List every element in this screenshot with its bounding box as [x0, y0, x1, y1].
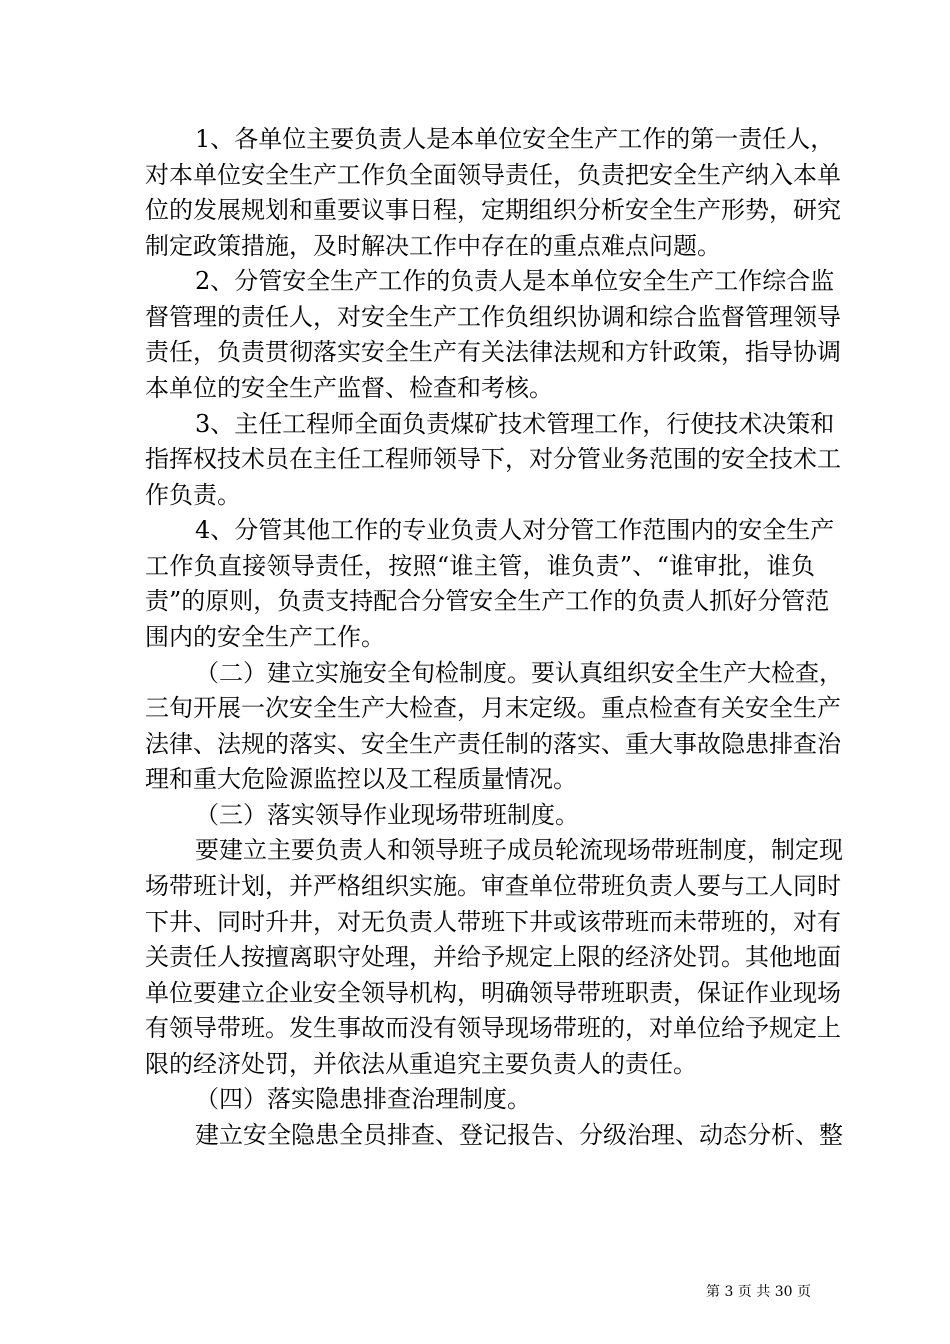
text-line: （四）落实隐患排查治理制度。 [195, 1085, 531, 1113]
text-line: 督管理的责任人，对安全生产工作负组织协调和综合监督管理领导 [145, 303, 841, 331]
text-line: 制定政策措施，及时解决工作中存在的重点难点问题。 [145, 232, 721, 260]
text-line: 工作负直接领导责任，按照“谁主管，谁负责”、“谁审批，谁负 [145, 552, 815, 580]
page-number-footer: 第 3 页 共 30 页 [706, 1284, 811, 1300]
text-line: 位的发展规划和重要议事日程，定期组织分析安全生产形势，研究 [145, 196, 841, 224]
text-line: 3、主任工程师全面负责煤矿技术管理工作，行使技术决策和 [195, 410, 835, 438]
text-line: 单位要建立企业安全领导机构，明确领导带班职责，保证作业现场 [145, 979, 841, 1007]
text-line: 下井、同时升井，对无负责人带班下井或该带班而未带班的，对有 [145, 908, 841, 936]
text-line: 责任，负责贯彻落实安全生产有关法律法规和方针政策，指导协调 [145, 338, 841, 366]
text-line: 有领导带班。发生事故而没有领导现场带班的，对单位给予规定上 [145, 1014, 841, 1042]
text-line: 要建立主要负责人和领导班子成员轮流现场带班制度，制定现 [195, 836, 843, 864]
text-line: 4、分管其他工作的专业负责人对分管工作范围内的安全生产 [195, 516, 835, 544]
text-line: 2、分管安全生产工作的负责人是本单位安全生产工作综合监 [195, 267, 835, 295]
text-line: 作负责。 [145, 481, 241, 509]
text-line: 对本单位安全生产工作负全面领导责任，负责把安全生产纳入本单 [145, 161, 841, 189]
text-line: 围内的安全生产工作。 [145, 623, 385, 651]
text-line: 理和重大危险源监控以及工程质量情况。 [145, 765, 577, 793]
text-line: 限的经济处罚，并依法从重追究主要负责人的责任。 [145, 1050, 697, 1078]
text-line: 1、各单位主要负责人是本单位安全生产工作的第一责任人， [195, 125, 835, 153]
text-line: 本单位的安全生产监督、检查和考核。 [145, 374, 553, 402]
text-line: 三旬开展一次安全生产大检查，月末定级。重点检查有关安全生产 [145, 694, 841, 722]
text-line: 关责任人按擅离职守处理，并给予规定上限的经济处罚。其他地面 [145, 943, 841, 971]
text-line: 场带班计划，并严格组织实施。审查单位带班负责人要与工人同时 [145, 872, 841, 900]
text-line: （三）落实领导作业现场带班制度。 [195, 801, 579, 829]
text-line: （二）建立实施安全旬检制度。要认真组织安全生产大检查， [195, 659, 843, 687]
text-line: 建立安全隐患全员排查、登记报告、分级治理、动态分析、整 [195, 1121, 843, 1149]
text-line: 责”的原则，负责支持配合分管安全生产工作的负责人抓好分管范 [145, 587, 830, 615]
text-line: 法律、法规的落实、安全生产责任制的落实、重大事故隐患排查治 [145, 730, 841, 758]
text-line: 指挥权技术员在主任工程师领导下，对分管业务范围的安全技术工 [145, 445, 841, 473]
